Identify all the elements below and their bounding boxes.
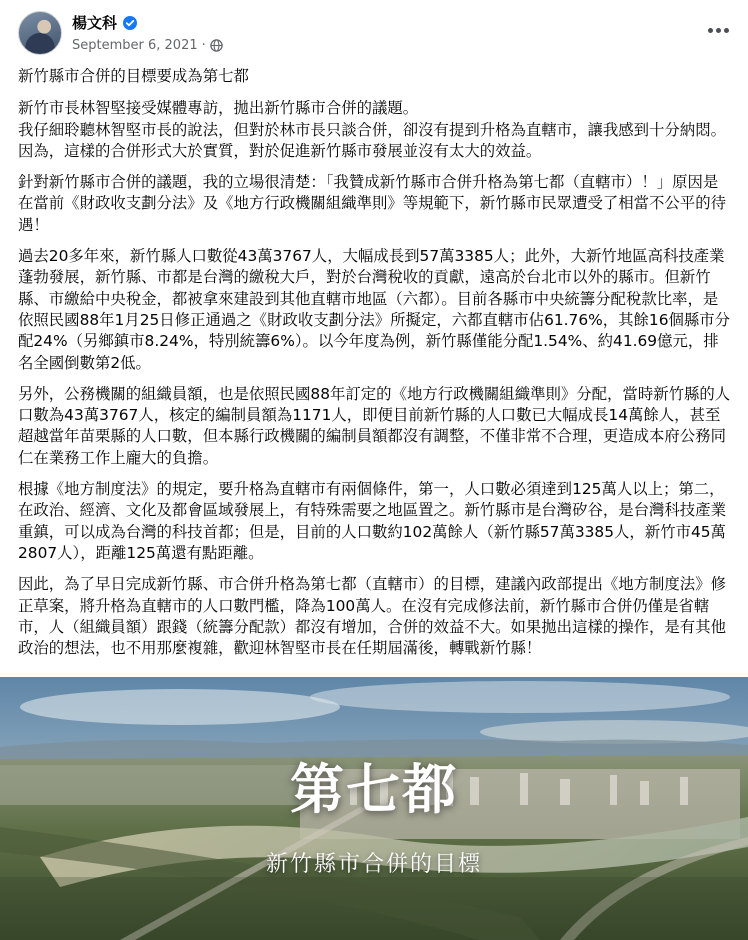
post-text <box>18 66 732 669</box>
paragraph-3: 過去20多年來，新竹縣人口數從43萬3767人，大幅成長到57萬3385人；此外，大新竹地區高科技產業蓬勃發展，新竹縣、市都是台灣的繳稅大戶，對於台灣稅收的貢獻，遠高於台北市以外的縣市。但新竹縣、市繳給中央稅金，都被拿來建設到其他直轄市地區（六都）。目前各縣市中央統籌分配稅款比率，是依照民國88年1月25日修正通過之《財政收支劃分法》所擬定，六都直轄市佔61.76%，其餘16個縣市分配24%（另鄉鎮市8.24%，特別統籌6%）。以今年度為例，新竹縣僅能分配1.54%、約41.69億元，排名全國倒數第2低。 <box>18 247 731 372</box>
paragraph-5: 根據《地方制度法》的規定，要升格為直轄市有兩個條件，第一，人口數必須達到125萬人以上；第二，在政治、經濟、文化及都會區域發展上，有特殊需要之地區置之。新竹縣市是台灣矽谷，是台灣科技產業重鎮，可以成為台灣的科技首都；但是，目前的人口數約102萬餘人（新竹縣57萬3385人，新竹市45萬2807人），距離125萬還有點距離。 <box>18 480 726 562</box>
image-title: 第七都 <box>290 758 458 821</box>
paragraph-4: 另外，公務機關的組織員額，也是依照民國88年訂定的《地方行政機關組織準則》分配，當時新竹縣的人口數為43萬3767人，核定的編制員額為1171人，即便目前新竹縣的人口數已大幅成長14萬餘人，甚至超越當年苗栗縣的人口數，但本縣行政機關的編制員額都沒有調整，不僅非常不合理，更造成本府公務同仁在業務工作上龐大的負擔。 <box>18 384 731 467</box>
author-row <box>72 12 137 32</box>
globe-icon[interactable] <box>210 39 223 52</box>
post-title: 新竹縣市合併的目標要成為第七都 <box>18 67 249 85</box>
verified-badge-icon <box>123 15 137 29</box>
paragraph-2: 針對新竹縣市合併的議題，我的立場很清楚：「我贊成新竹縣市合併升格為第七都（直轄市）！」原因是在當前《財政收支劃分法》及《地方行政機關組織準則》等規範下，新竹縣市民眾遭受了相當不公平的待遇！ <box>18 173 726 234</box>
more-options-icon <box>708 28 713 33</box>
avatar[interactable] <box>18 11 62 55</box>
post-date[interactable]: September 6, 2021 <box>72 37 198 53</box>
author-name[interactable]: 楊文科 <box>72 13 118 32</box>
paragraph-1: 新竹市長林智堅接受媒體專訪，拋出新竹縣市合併的議題。 我仔細聆聽林智堅市長的說法，但對於林市長只談合併，卻沒有提到升格為直轄市，讓我感到十分納悶。因為，這樣的合併形式大於實質，對於促進新竹縣市發展並沒有太大的效益。 <box>18 99 726 160</box>
paragraph-6: 因此，為了早日完成新竹縣、市合併升格為第七都（直轄市）的目標，建議內政部提出《地方制度法》修正草案，將升格為直轄市的人口數門檻，降為100萬人。在沒有完成修法前，新竹縣市合併仍僅是省轄市，人（組織員額）跟錢（統籌分配款）都沒有增加，合併的效益不大。如果拋出這樣的操作，是有其他政治的想法，也不用那麼複雜，歡迎林智堅市長在任期屆滿後，轉戰新竹縣！ <box>18 575 726 658</box>
post-photo[interactable] <box>0 677 748 940</box>
meta-separator: · <box>201 37 206 53</box>
more-options-button[interactable] <box>706 20 730 40</box>
post-meta <box>72 36 223 54</box>
post-header <box>0 0 748 62</box>
image-subtitle: 新竹縣市合併的目標 <box>265 852 482 877</box>
